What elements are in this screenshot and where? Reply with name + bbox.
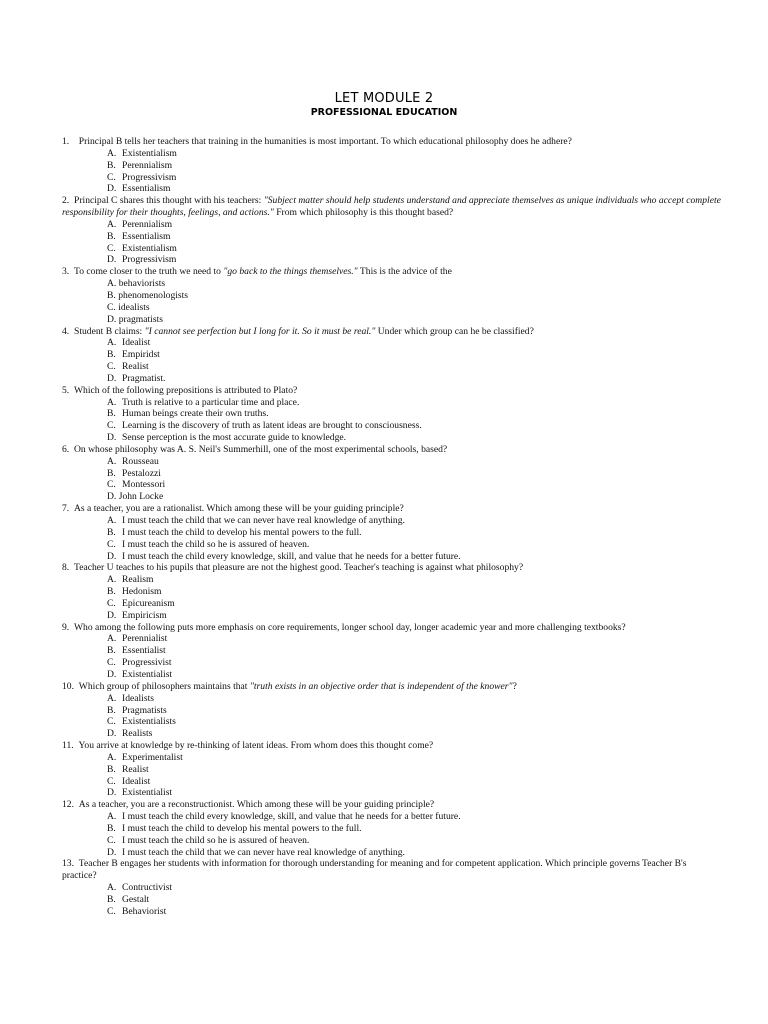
question-number: 10. [62,680,74,692]
choice-letter: B. [107,408,116,420]
question-number: 12. [62,799,74,811]
choice-text: Pestalozzi [122,467,161,479]
answer-choice [107,172,722,184]
choice-letter: A. [107,692,117,704]
question-number: 4. [62,325,70,337]
choice-letter: A. [107,633,117,645]
choice-letter: B. [107,289,116,301]
answer-choice [107,515,722,527]
question-item [62,858,722,917]
choice-letter: D. [107,550,117,562]
question-segment: Principal B tells her teachers that training in the humanities is most important. To which educational philosophy does he adhere? [78,136,572,147]
answer-choice [107,432,722,444]
question-text [62,326,722,338]
choice-text: Existentialist [122,787,173,799]
choice-letter: B. [107,230,116,242]
answer-choice [107,776,722,788]
choice-text: Idealists [122,692,154,704]
question-segment: As a teacher, you are a reconstructionist. Which among these will be your guiding principle? [78,799,435,811]
choice-text: Idealist [122,775,151,787]
choice-text: I must teach the child every knowledge, skill, and value that he needs for a better future. [122,811,461,823]
answer-choice [107,693,722,705]
quoted-text: "truth exists in an objective order that is independent of the knower" [249,680,513,692]
choice-letter: A. [107,751,117,763]
answer-choice [107,408,722,420]
question-text [62,622,722,634]
choice-letter: B. [107,467,116,479]
choice-text: I must teach the child so he is assured of heaven. [122,834,310,846]
question-text [62,740,722,752]
question-number: 1. [62,136,70,147]
question-item [62,195,722,266]
question-number: 5. [62,384,70,396]
question-number: 13. [62,858,74,870]
choice-text: Contructivist [122,882,173,894]
question-text [62,799,722,811]
question-list [62,136,722,918]
answer-choice [107,894,722,906]
answer-choice [107,835,722,847]
choice-text: Existentialist [122,668,173,680]
question-text [62,266,722,278]
answer-choice [107,373,722,385]
question-text [62,385,722,397]
choice-text: I must teach the child to develop his mental powers to the full. [122,526,362,538]
question-segment: As a teacher, you are a rationalist. Which among these will be your guiding principle? [74,503,404,515]
choice-letter: A. [107,337,117,349]
choice-text: I must teach the child that we can never have real knowledge of anything. [122,846,405,858]
choice-letter: D. [107,491,117,503]
choice-letter: B. [107,645,116,657]
choice-text: Realism [122,574,154,586]
choice-letter: D. [107,372,117,384]
answer-choice [107,633,722,645]
choice-text: Progressivism [122,171,177,183]
choice-text: I must teach the child that we can never have real knowledge of anything. [122,515,405,526]
question-item [62,326,722,385]
choice-letter: C. [107,538,116,550]
choice-letter: D. [107,846,117,858]
choice-text: Truth is relative to a particular time and place. [122,396,300,408]
choice-letter: D. [107,313,117,325]
answer-choice [107,361,722,373]
choice-text: Human beings create their own truths. [122,408,269,420]
answer-choice [107,752,722,764]
question-number: 11. [62,740,74,752]
choice-text: Perennialism [122,218,173,230]
answer-choice [107,479,722,491]
question-segment: Teacher B engages her students with information for thorough understanding for meaning and for competent application. Which principle governs Teacher B's practice? [62,858,687,882]
question-segment: Which group of philosophers maintains that [78,680,250,692]
question-text [62,136,722,148]
answer-choice [107,349,722,361]
answer-choice [107,290,722,302]
choice-text: Experimentalist [122,751,183,763]
question-number: 6. [62,443,70,455]
page-subtitle: PROFESSIONAL EDUCATION [310,107,458,118]
answer-choice [107,539,722,551]
answer-choice [107,219,722,231]
answer-choice [107,669,722,681]
question-item [62,136,722,195]
answer-choice [107,645,722,657]
answer-choice [107,574,722,586]
answer-choice [107,847,722,859]
quoted-text: "Subject matter should help students understand and appreciate themselves as unique individuals who accept complete responsibility for their thoughts, feelings, and actions." [62,195,721,219]
choice-text: pragmatists [118,313,163,325]
question-segment: Principal C shares this thought with his teachers: [74,195,264,207]
question-item [62,562,722,621]
choice-text: Realist [122,763,149,775]
question-item [62,503,722,562]
choice-letter: C. [107,242,116,254]
choice-letter: D. [107,609,117,621]
question-segment: On whose philosophy was A. S. Neil's Summerhill, one of the most experimental schools, based? [74,443,448,455]
choice-letter: C. [107,905,116,917]
choice-letter: D. [107,254,117,266]
choice-text: Behaviorist [122,905,167,917]
answer-choice [107,716,722,728]
choice-text: Idealist [122,337,151,349]
question-text [62,858,722,882]
choice-text: Learning is the discovery of truth as latent ideas are brought to consciousness. [122,420,422,432]
choice-text: phenomenologists [118,289,189,301]
answer-choice [107,314,722,326]
answer-choice [107,456,722,468]
choice-letter: B. [107,763,116,775]
question-text [62,503,722,515]
choice-letter: A. [107,218,117,230]
answer-choice [107,882,722,894]
question-segment: To come closer to the truth we need to [74,266,224,278]
question-item [62,385,722,444]
question-segment: From which philosophy is this thought based? [273,207,454,219]
choice-letter: C. [107,597,116,609]
choice-letter: A. [107,455,117,467]
choice-letter: C. [107,171,116,183]
choice-letter: B. [107,822,116,834]
choice-text: Epicureanism [122,597,175,609]
choice-text: Empiridst [122,349,160,361]
choice-letter: A. [107,515,117,526]
choice-letter: A. [107,574,117,586]
question-item [62,266,722,325]
question-number: 9. [62,621,70,633]
question-number: 7. [62,503,70,515]
choice-text: Perennialist [122,633,168,645]
choice-text: Montessori [122,479,166,491]
question-text [62,681,722,693]
answer-choice [107,811,722,823]
answer-choice [107,527,722,539]
choice-letter: C. [107,301,116,313]
choice-text: Existentialists [122,716,176,728]
choice-letter: C. [107,420,116,432]
answer-choice [107,183,722,195]
page-title: LET MODULE 2 [334,91,434,106]
choice-letter: C. [107,775,116,787]
answer-choice [107,598,722,610]
choice-text: Realist [122,361,149,373]
choice-letter: B. [107,586,116,598]
answer-choice [107,278,722,290]
choice-text: Essentialist [122,645,166,657]
question-item [62,740,722,799]
answer-choice [107,420,722,432]
choice-text: Pragmatist. [122,372,166,384]
choice-letter: A. [107,396,117,408]
choice-letter: B. [107,526,116,538]
answer-choice [107,823,722,835]
question-segment: ? [512,680,517,692]
question-item [62,622,722,681]
answer-choice [107,657,722,669]
choice-text: Progressivist [122,657,172,669]
choice-text: Essentialism [122,230,171,242]
choice-letter: A. [107,811,117,823]
answer-choice [107,787,722,799]
question-number: 8. [62,562,70,574]
question-number: 3. [62,266,70,278]
choice-letter: C. [107,834,116,846]
choice-letter: C. [107,716,116,728]
choice-letter: A. [107,882,117,894]
answer-choice [107,468,722,480]
choice-letter: D. [107,787,117,799]
question-item [62,681,722,740]
answer-choice [107,337,722,349]
question-segment: Under which group can he be classified? [375,325,534,337]
quoted-text: "go back to the things themselves." [223,266,358,278]
choice-letter: B. [107,349,116,361]
choice-letter: C. [107,361,116,373]
choice-letter: D. [107,432,117,444]
answer-choice [107,148,722,160]
question-text [62,195,722,219]
question-segment: You arrive at knowledge by re-thinking of latent ideas. From whom does this thought come? [78,740,434,752]
choice-text: Gestalt [122,894,150,905]
choice-letter: C. [107,479,116,491]
question-text [62,444,722,456]
answer-choice [107,254,722,266]
answer-choice [107,243,722,255]
answer-choice [107,231,722,243]
choice-letter: D. [107,728,117,740]
choice-letter: A. [107,278,117,290]
question-segment: Who among the following puts more emphasis on core requirements, longer school day, longer academic year and more challenging textbooks? [74,621,626,633]
answer-choice [107,586,722,598]
choice-text: Empiricism [122,609,167,621]
choice-text: Essentialism [122,183,171,195]
choice-text: Existentialism [122,147,177,159]
choice-letter: B. [107,704,116,716]
answer-choice [107,491,722,503]
choice-text: John Locke [118,491,164,503]
choice-text: behaviorists [118,278,166,290]
choice-text: I must teach the child to develop his mental powers to the full. [122,822,362,834]
question-text [62,562,722,574]
choice-letter: C. [107,657,116,669]
question-item [62,799,722,858]
answer-choice [107,397,722,409]
choice-letter: A. [107,147,117,159]
choice-text: Hedonism [122,586,162,598]
answer-choice [107,551,722,563]
choice-text: I must teach the child every knowledge, skill, and value that he needs for a better future. [122,550,461,562]
answer-choice [107,764,722,776]
question-segment: Student B claims: [74,325,145,337]
choice-text: idealists [118,301,150,313]
choice-text: Rousseau [122,455,159,467]
choice-text: Pragmatists [122,704,167,716]
answer-choice [107,160,722,172]
choice-text: Existentialism [122,242,177,254]
answer-choice [107,906,722,918]
choice-text: Realists [122,728,153,740]
question-item [62,444,722,503]
answer-choice [107,728,722,740]
answer-choice [107,302,722,314]
choice-text: I must teach the child so he is assured of heaven. [122,538,310,550]
quoted-text: "I cannot see perfection but I long for it. So it must be real." [144,325,376,337]
choice-letter: B. [107,894,116,905]
question-segment: Which of the following prepositions is attributed to Plato? [74,384,298,396]
choice-text: Perennialism [122,159,173,171]
choice-text: Sense perception is the most accurate guide to knowledge. [122,432,347,444]
question-segment: Teacher U teaches to his pupils that pleasure are not the highest good. Teacher's teaching is against what philosophy? [74,562,524,574]
answer-choice [107,705,722,717]
choice-letter: B. [107,159,116,171]
choice-text: Progressivism [122,254,177,266]
question-number: 2. [62,195,70,207]
question-segment: This is the advice of the [357,266,452,278]
choice-letter: D. [107,183,117,195]
choice-letter: D. [107,668,117,680]
answer-choice [107,610,722,622]
